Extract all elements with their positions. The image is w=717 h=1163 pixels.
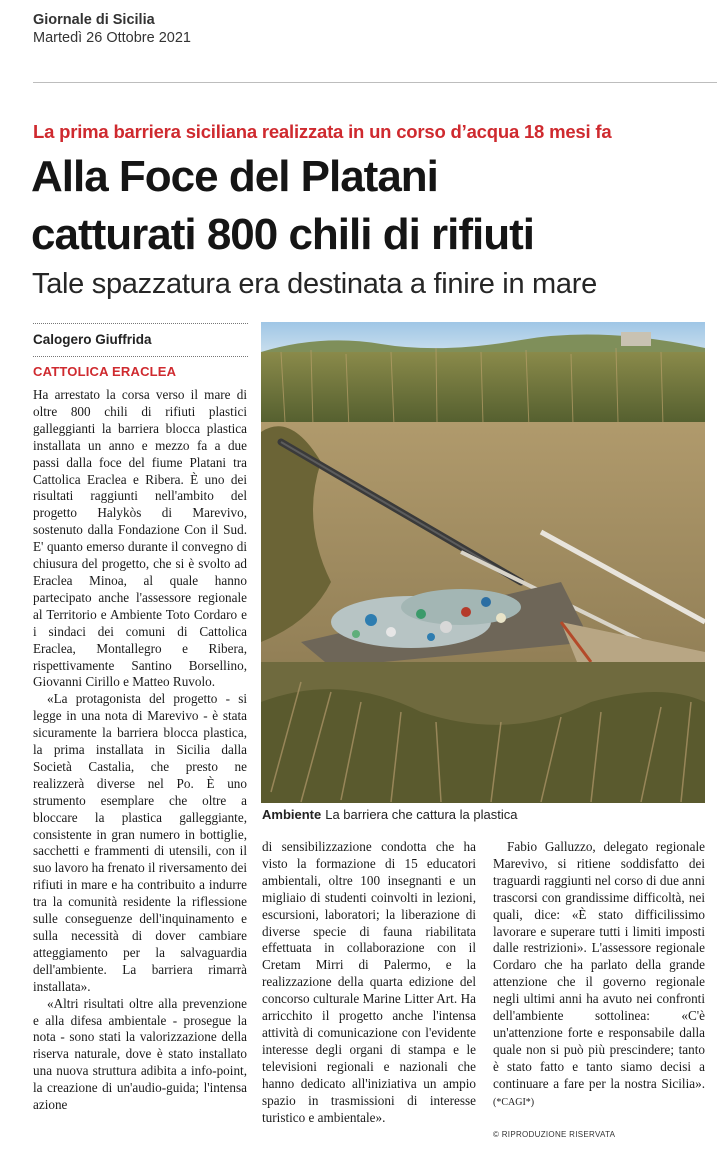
headline-line-1: Alla Foce del Platani — [31, 152, 438, 201]
newspaper-name: Giornale di Sicilia — [33, 12, 155, 28]
author-divider-bottom — [33, 356, 248, 357]
dateline: CATTOLICA ERACLEA — [33, 364, 177, 379]
photo-caption — [262, 807, 517, 822]
top-divider — [33, 82, 717, 83]
copyright-notice: © RIPRODUZIONE RISERVATA — [493, 1130, 616, 1139]
paragraph: di sensibilizzazione condotta che ha visto la formazione di 15 educatori ambientali, oltre 100 insegnanti e un migliaio di studenti coinvolti in lezioni, escursioni, laboratori; la liberazione di diverse specie di fauna riabilitata effettuata in collaborazione con il Cretam Mirri di Palermo, e la realizzazione della quarta edizione del concorso culturale Marine Litter Art. Ha arricchito il progetto anche l'intensa attività di comunicazione con l'evidente interesse degli organi di stampa e le televisioni regionali e nazionali che hanno dedicato all'iniziativa un ampio spazio in trasmissioni di interesse turistico e ambientale». — [262, 839, 476, 1125]
issue-date: Martedì 26 Ottobre 2021 — [33, 30, 191, 46]
paragraph: «La protagonista del progetto - si legge in una nota di Marevivo - è stata sicuramente la barriera blocca plastica, la prima installata in Sicilia dalla Società Castalia, che presto ne realizzerà diverse nel Po. È uno strumento esemplare che oltre a bloccare la plastica galleggiante, consistente in gran numero in bottiglie, sacchetti e frammenti di utensili, con il suo lavoro ha frenato il riversamento dei rifiuti in mare e ha contribuito a indurre tra la comunità residente la riflessione sulle conseguenze dell'inquinamento e sulla necessità di dover cambiare atteggiamento per la salvaguardia dell'ambiente. La barriera rimarrà installata». — [33, 691, 247, 994]
author-divider-top — [33, 323, 248, 324]
signoff: (*CAGI*) — [493, 1096, 535, 1108]
paragraph: Ha arrestato la corsa verso il mare di oltre 800 chili di rifiuti plastici galleggianti la barriera blocca plastica installata un anno e mezzo fa a due passi dalla foce del fiume Platani tra Cattolica Eraclea e Ribera. È uno dei risultati raggiunti nell'ambito del progetto Halykòs di Marevivo, sostenuto dalla Fondazione Con il Sud. E' quanto emerso durante il convegno di chiusura del progetto, che si è svolto ad Eraclea Minoa, al quale hanno partecipato anche l'assessore regionale al Territorio e Ambiente Toto Cordaro e i sindaci dei comuni di Cattolica Eraclea, Montallegro e Ribera, rispettivamente Santino Borsellino, Giovanni Cirillo e Matteo Ruvolo. — [33, 387, 247, 690]
author-byline: Calogero Giuffrida — [33, 332, 152, 347]
article-subhead: Tale spazzatura era destinata a finire in mare — [32, 268, 597, 300]
paragraph — [493, 839, 705, 1112]
article-column-1 — [33, 387, 247, 1114]
masthead — [33, 12, 191, 47]
article-photo — [261, 322, 705, 803]
paragraph-text: Fabio Galluzzo, delegato regionale Marevivo, si ritiene soddisfatto dei traguardi raggiunti nel corso di due anni trascorsi con grandissime difficoltà, nei quali, dice: «È stato difficilissimo lavorare e superare tutti i limiti imposti dalle restrizioni». L'assessore regionale Cordaro che ha parlato della grande attenzione che il governo regionale negli ultimi anni ha avuto nei confronti dell'ambiente sottolinea: «C'è un'attenzione forte e responsabile dalla quale non si può più prescindere; tanto è stato fatto e tanto siamo decisi a continuare a fare per la nostra Sicilia». — [493, 839, 705, 1091]
article-column-2 — [262, 839, 476, 1126]
paragraph: «Altri risultati oltre alla prevenzione e alla difesa ambientale - prosegue la nota - sono stati la valorizzazione della riserva naturale, dove è stato installato una nuova struttura adibita a info-point, la creazione di un'audio-guida; l'intensa azione — [33, 995, 247, 1113]
article-headline — [31, 148, 715, 264]
article-column-3 — [493, 839, 705, 1112]
caption-label: Ambiente — [262, 807, 322, 822]
caption-text: La barriera che cattura la plastica — [325, 807, 518, 822]
article-kicker: La prima barriera siciliana realizzata in un corso d’acqua 18 mesi fa — [33, 121, 612, 142]
river-barrier-photo — [261, 322, 705, 803]
headline-line-2: catturati 800 chili di rifiuti — [31, 210, 535, 259]
